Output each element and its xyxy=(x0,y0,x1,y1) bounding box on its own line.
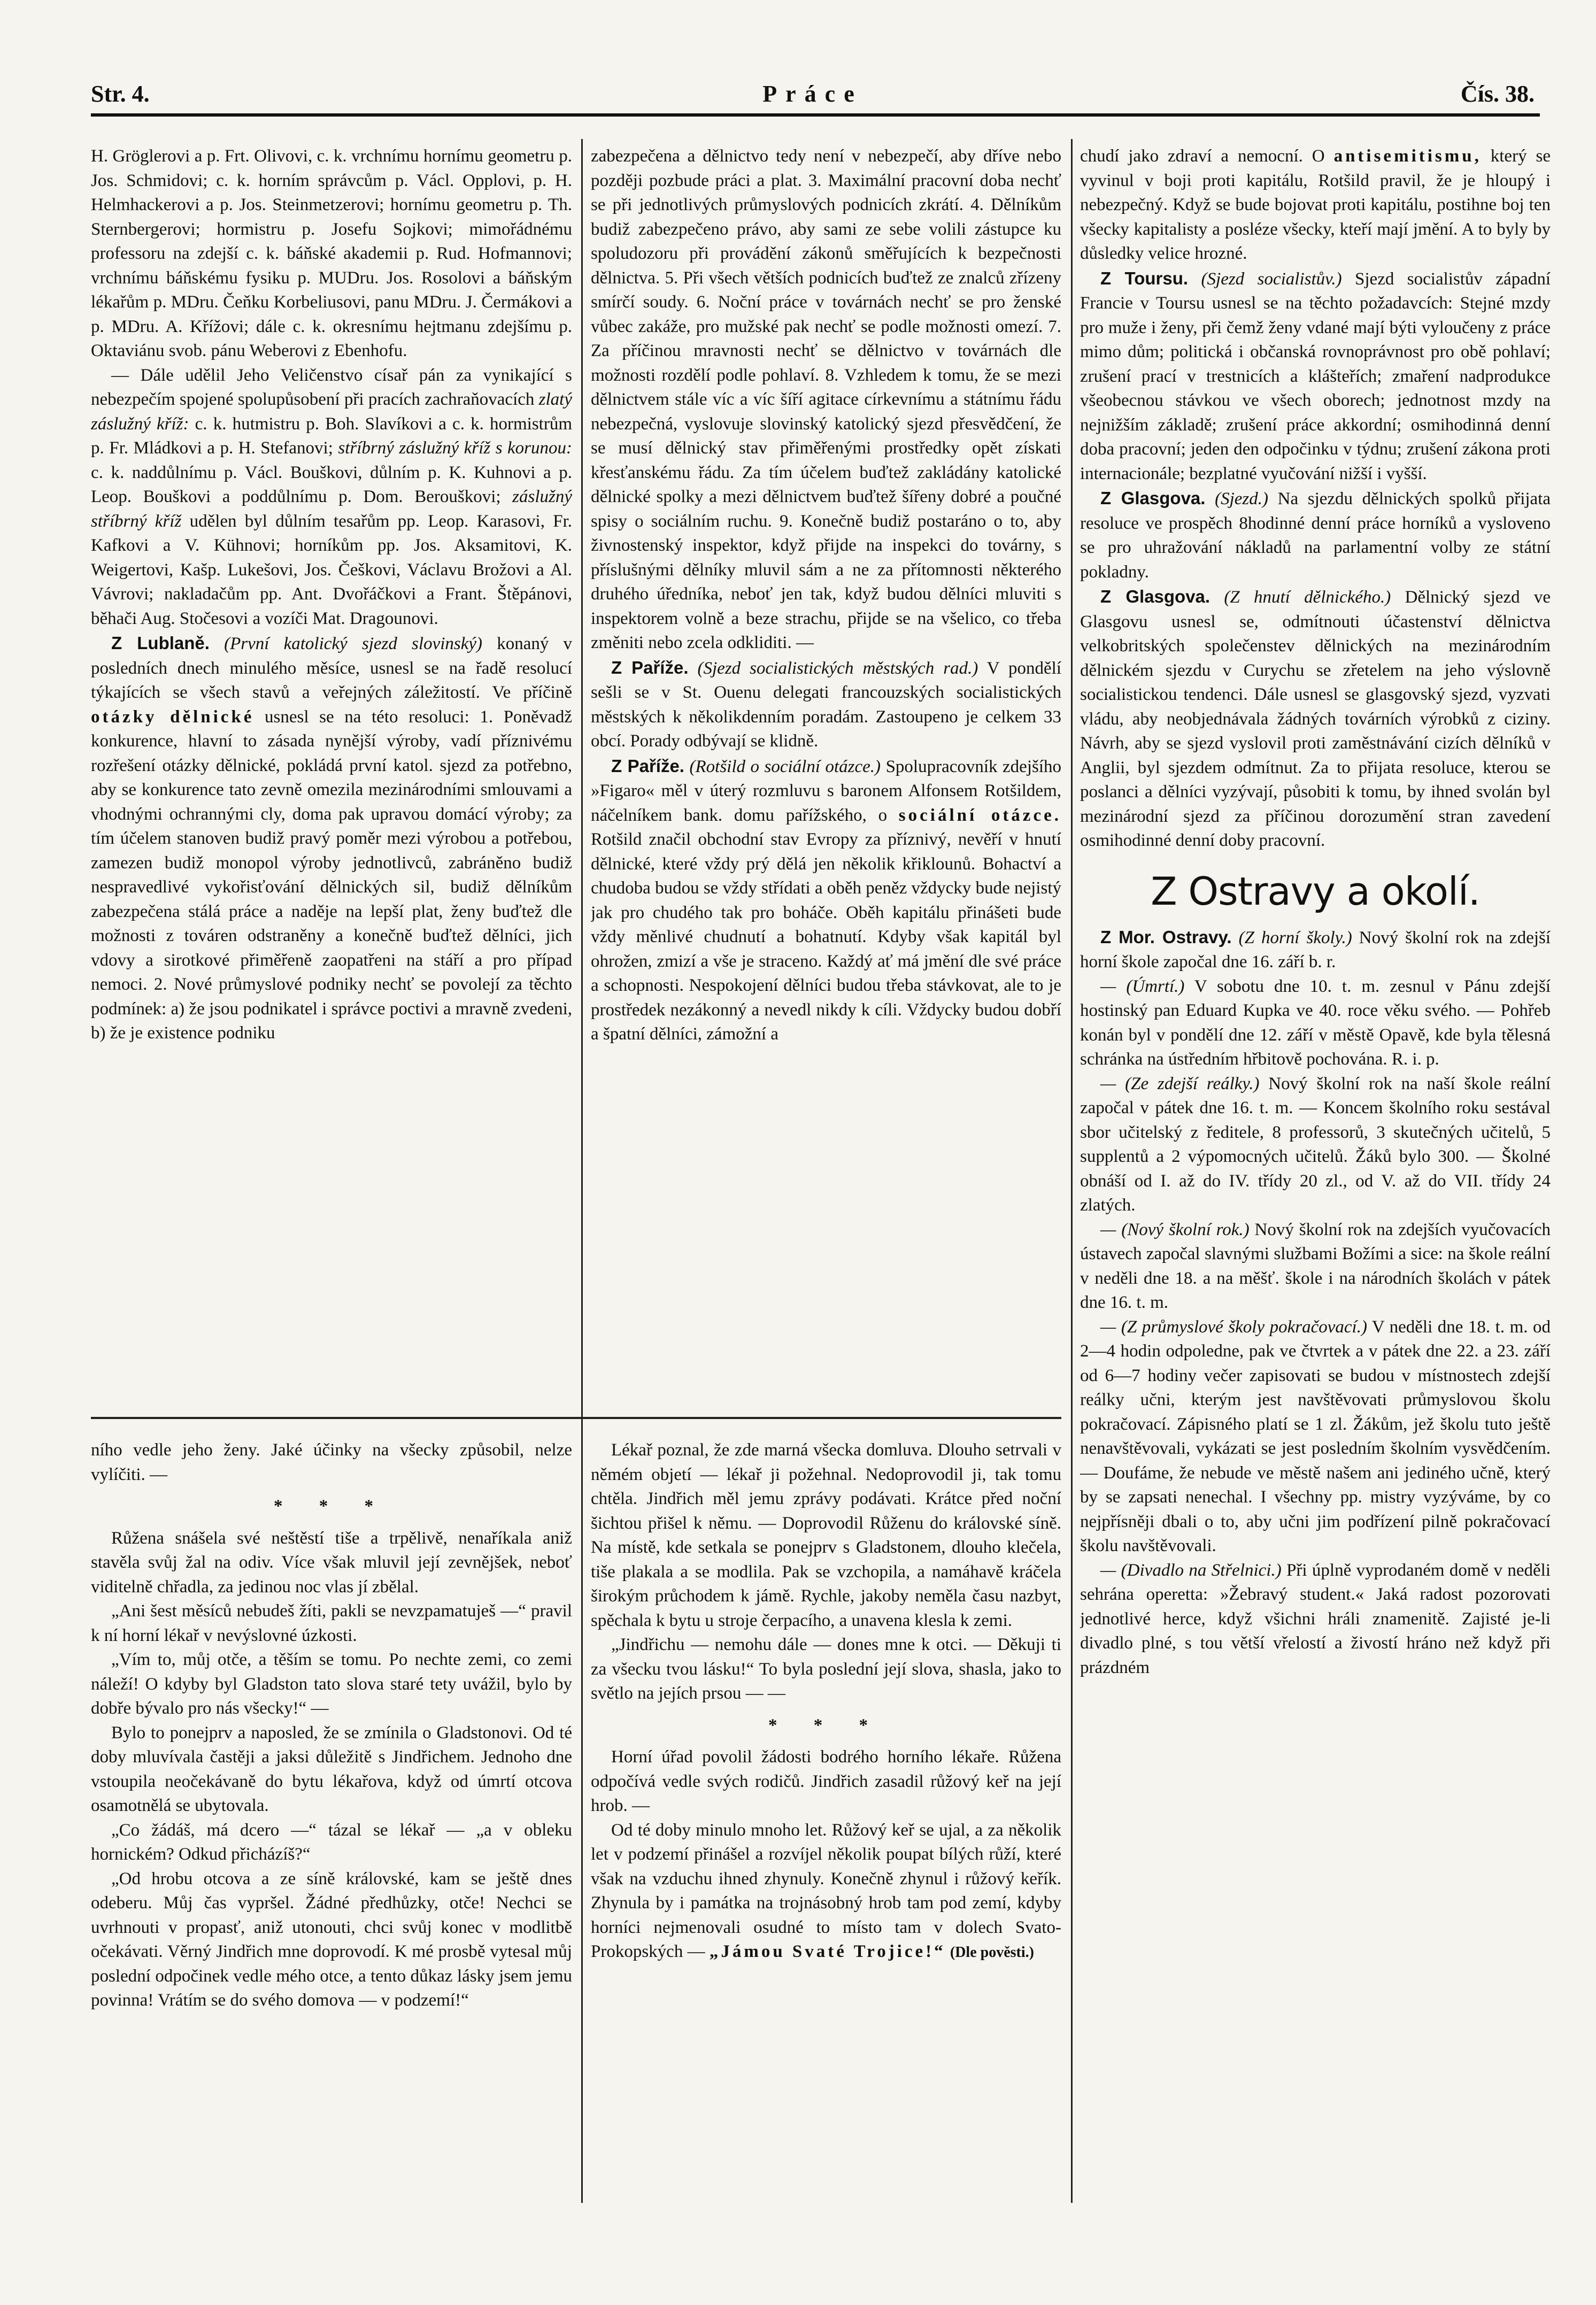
paragraph-resolution-continued: zabezpečena a dělnictvo tedy není v nebezpečí, aby dříve nebo později pozbude práci a plat. 3. Maximální pracovní doba nechť se při jednotlivých průmyslových podnicích zkrátí. 4. Dělníkům budiž zabezpečeno právo, aby sami ze sebe volili zástupce ku spoludozoru při provádění zákonů směřujících k bezpečnosti dělnictva. 5. Při všech větších podnicích buďtež ze znalců zřízeny smírčí soudy. 6. Noční práce v továrnách nechť se pro ženské vůbec zakáže, pro mužské pak nechť se podle možnosti omezí. 7. Za příčinou mravnosti nechť se dělnictvo v továrnách dle možnosti rozdělí podle pohlaví. 8. Vzhledem k tomu, že se mezi dělnictvem stále víc a víc šíří agitace církevnímu a státnímu řádu nebezpečná, vyslovuje slovinský katolický sjezd přesvědčení, že se musí dělnický stav přiměřenými prostředky opět získati křesťanskému řádu. Za tím účelem buďtež zakládány katolické dělnické spolky a mezi dělnictvem buďtež šířeny dobré a poučné spisy o sociálním ruchu. 9. Konečně budiž postaráno o to, aby živnostenský inspektor, když přijde na inspekci do továrny, s příslušnými dělníky mluvil sám a ne za přítomnosti některého druhého úředníka, neboť jen tak, když budou dělníci mluviti s inspektorem volně a beze strachu, přijde se na všelico, co třeba změniti nebo zcela odkliditi. — xyxy=(591,147,1061,652)
article-title: (Sjezd socialistův.) xyxy=(1201,269,1342,289)
article-realka xyxy=(1080,1072,1551,1218)
column-divider-1 xyxy=(581,139,583,2203)
text: V sobotu dne 10. t. m. zesnul v Pánu zdejší hostinský pan Eduard Kupka ve 40. roce věku svého. — Pohřeb konán byl v pondělí dne 12. září v městě Opavě, kde byla tělesná schránka na ústředním hřbitově pochována. R. i. p. xyxy=(1080,976,1551,1069)
article-paris-1 xyxy=(591,656,1061,754)
feuilleton-column-1 xyxy=(91,1438,572,2198)
paragraph-awards-list: H. Gröglerovi a p. Frt. Olivovi, c. k. vrchnímu hornímu geometru p. Jos. Schmidovi; c. k. horním správcům p. Václ. Opplovi, p. H. Helmhackerovi a p. Jos. Steinmetzerovi; hornímu geometru p. Th. Sternbergerovi; hormistru p. Josefu Sojkovi; mimořádnému professoru na zdejší c. k. báňské akademii p. Rud. Hofmannovi; vrchnímu báňskému fysiku p. MUDru. Jos. Rosolovi a báňským lékařům p. MDru. Čeňku Korbeliusovi, panu MDru. J. Čermákovi a p. MDru. A. Křížovi; dále c. k. okresnímu hejtmanu zdejšímu p. Oktaviánu svob. pánu Weberovi z Ebenhofu. xyxy=(91,147,572,360)
text: který se vyvinul v boji proti kapitálu, Rotšild pravil, že je hloupý i nebezpečný. Když se bude bojovat proti kapitálu, postihne boj ten všecky kapitalisty a posléze všecky, kteří mají jmění. A to byly by důsledky velice hrozné. xyxy=(1080,147,1551,263)
story-paragraph: Lékař poznal, že zde marná všecka domluva. Dlouho setrvali v němém objetí — lékař ji požehnal. Nedoprovodil ji, tak tomu chtěla. Jindřich měl jemu zprávy podávati. Krátce před noční šichtou přišel k němu. — Doprovodil Růženu do královské síně. Na místě, kde setkala se ponejprv s Gladstonem, dlouho klečela, tiše plakala a se modlila. Pak se vzchopila, a namáhavě kráčela širokým průchodem k jámě. Rychle, jakoby neměla času nazbyt, spěchala k bytu u stroje čerpacího, a unavena klesla k zemi. xyxy=(591,1440,1061,1630)
text: Při úplně vyprodaném domě v neděli sehrána operetta: »Žebravý student.« Jaká radost pozorovati jednotlivé herce, když všichni hráli znamenitě. Zajisté je-li divadlo plné, s tou větší vřelostí a živostí hráno než když při prázdném xyxy=(1080,1560,1551,1677)
column-1 xyxy=(91,144,572,1406)
text: Od té doby minulo mnoho let. Růžový keř se ujal, a za několik let v podzemí přinášel a rozvíjel několik poupat bílých růží, které však na vzduchu ihned zhynuly. Konečně zhynul i růžový keřík. Zhynula by i památka na trojnásobný hrob tam pod zemí, kdyby horníci nejmenovali osudné to místo tam v dolech Svato-Prokopských — xyxy=(591,1820,1061,1961)
column-divider-2 xyxy=(1071,139,1073,2203)
text: V neděli dne 18. t. m. od 2—4 hodin odpoledne, pak ve čtvrtek a v pátek dne 22. a 23. září od 6—7 hodiny večer zapisovati se budou v místnostech zdejší reálky učni, kterým jest navštěvovati průmyslovou školu pokračovací. Zápisného platí se 1 zl. Žákům, jež školu tuto ještě nenavštěvovali, vykázati se jest posledním školním vysvědčením. — Doufáme, že nebude ve městě našem ani jediného učně, který by se zapsati nenechal. I všechny pp. mistry vyzýváme, by co nejpřísněji dbali o to, aby učni jim podřízení pilně pokračovací školu navštěvovali. xyxy=(1080,1317,1551,1555)
column-3 xyxy=(1080,144,1551,2160)
feuilleton-column-2 xyxy=(591,1438,1061,2198)
text: Rotšild značil obchodní stav Evropy za příznivý, nevěří v hnutí dělnické, které vždy prý dělá jen několik křiklounů. Bohactví a chudoba budou se vždy střídati a oběh peněz vždycky bude nejistý jak pro chudého tak pro boháče. Oběh kapitálu přinášeti bude vždy měnlivé chudnutí a bohatnutí. Kdyby však kapitál byl ohrožen, zmizí a vše je straceno. Každý ať má jmění dle své práce a schopnosti. Nespokojení dělníci budou třeba stávkovat, ale to je prostředek nezákonný a nevedl nikdy k cíli. Vždycky budou dobří a špatní dělníci, zámožní a xyxy=(591,830,1061,1044)
article-place: Z Mor. Ostravy. xyxy=(1100,927,1232,947)
story-paragraph: Bylo to ponejprv a naposled, že se zmínila o Gladstonovi. Od té doby mluvívala častěji a jaksi důležitě s Jindřichem. Jednoho dne vstoupila neočekávaně do bytu lékařova, když od úmrtí otcova osamotnělá se ubytovala. xyxy=(91,1723,572,1815)
article-place: Z Glasgova. xyxy=(1100,488,1206,508)
feuilleton-divider xyxy=(91,1417,1061,1419)
page-number: Str. 4. xyxy=(91,81,150,107)
article-title: — (Ze zdejší reálky.) xyxy=(1100,1074,1260,1093)
article-place: Z Lublaně. xyxy=(111,633,210,653)
article-new-school-year xyxy=(1080,1218,1551,1315)
article-glasgow-2 xyxy=(1080,584,1551,853)
story-paragraph: „Ani šest měsíců nebudeš žíti, pakli se nevzpamatuješ —“ pravil k ní horní lékař v nevýslovné úzkosti. xyxy=(91,1601,572,1645)
article-place: Z Paříže. xyxy=(611,657,689,677)
emphasis: „Jámou Svaté Trojice!“ xyxy=(709,1942,946,1961)
article-title: (Sjezd.) xyxy=(1215,489,1268,508)
award-name: stříbrný záslužný kříž s korunou: xyxy=(338,438,572,458)
text: — Dále udělil Jeho Veličenstvo císař pán za vynikající s nebezpečím spojené spolupůsobení při pracích zachraňovacích xyxy=(91,365,572,409)
article-title: — (Nový školní rok.) xyxy=(1100,1220,1250,1239)
article-place: Z Glasgova. xyxy=(1100,587,1211,606)
text: Dělnický sjezd ve Glasgovu usnesl se, odmítnouti účastenství dělnictva velkobritských společenstev dělnických na mezinárodním dělnickém sjezdu v Curychu se zřetelem na jeho výslovně socialistickou tendenci. Dále usnesl se glasgovský sjezd, vyzvati vládu, aby neobjednávala žádných továrních výrobků z ciziny. Návrh, aby se sjezd vyslovil proti zaměstnávání cizích dělníků v Anglii, byl sjezdem odmítnut. Za to přijata resoluce, kterou se poslanci a dělníci vyzývají, působiti k tomu, by ihned svolán byl mezinárodní sjezd za příčinou dorozumění stran zavedení osmihodinné denní doby pracovní. xyxy=(1080,588,1551,850)
text: Spolupracovník zdejšího »Figaro« měl v úterý rozmluvu s baronem Alfonsem Rotšildem, náčelníkem bank. domu pařížského, o xyxy=(591,757,1061,825)
story-paragraph: Horní úřad povolil žádosti bodrého horního lékaře. Růžena odpočívá vedle svých rodičů. Jindřich zasadil růžový keř na její hrob. — xyxy=(591,1747,1061,1815)
emphasis: antisemitismu, xyxy=(1333,147,1482,166)
article-title: (Rotšild o sociální otázce.) xyxy=(689,757,881,776)
article-title: (Z hnutí dělnického.) xyxy=(1224,588,1391,607)
column-2 xyxy=(591,144,1061,1406)
header-rule xyxy=(91,113,1540,117)
text: c. k. hutmistru p. Boh. Slavíkovi a c. k. hormistrům p. Fr. Mládkovi a p. H. Stefanovi; xyxy=(91,414,572,458)
paragraph-awards-further xyxy=(91,364,572,631)
newspaper-title: Práce xyxy=(762,81,863,107)
emphasis: otázky dělnické xyxy=(91,707,255,727)
text: Nový školní rok na naší škole reální započal v pátek dne 16. t. m. — Koncem školního roku sestával sbor učitelský z ředitele, 8 professorů, 3 skutečných učitelů, 5 supplentů a 2 výpomocných učitelů. Žáků bylo 300. — Školné obnáší od I. až do IV. třídy 20 zl., od V. až do VII. třídy 24 zlatých. xyxy=(1080,1074,1551,1215)
article-paris-2 xyxy=(591,754,1061,1047)
text: Na sjezdu dělnických spolků přijata resoluce ve prospěch 8hodinné denní práce horníků a vysloveno se pro uhražování nákladů na parlamentní volby ze státní pokladny. xyxy=(1080,489,1551,582)
article-glasgow-1 xyxy=(1080,486,1551,584)
text: chudí jako zdraví a nemocní. O xyxy=(1080,147,1325,166)
text: Nový školní rok na zdejší horní škole započal dne 16. září b. r. xyxy=(1080,928,1551,972)
article-title: (Sjezd socialistických městských rad.) xyxy=(697,658,978,678)
story-paragraph: „Od hrobu otcova a ze síně královské, kam se ještě dnes odeberu. Můj čas vypršel. Žádné předhůzky, otče! Nechci se uvrhnouti v propasť, aniž utonouti, chci svůj konec v modlitbě očekávati. Věrný Jindřich mne doprovodí. K mé prosbě vytesal můj poslední odpočinek vedle mého otce, a tento důkaz lásky jsem jemu povinna! Vrátím se do svého domova — v podzemí!“ xyxy=(91,1869,572,2010)
section-break-stars: * * * xyxy=(768,1715,884,1735)
story-source: (Dle pověsti.) xyxy=(950,1944,1034,1961)
article-title: — (Z průmyslové školy pokračovací.) xyxy=(1100,1317,1367,1337)
section-break-stars: * * * xyxy=(274,1497,389,1516)
text: konaný v posledních dnech minulého měsíce, usnesl se na řadě resolucí týkajících se všech stavů a veřejných záležitostí. Ve příčině xyxy=(91,634,572,702)
story-paragraph: „Jindřichu — nemohu dále — dones mne k otci. — Děkuji ti za všecku tvou lásku!“ To byla poslední její slova, shasla, jako to světlo na jejích prsou — — xyxy=(591,1635,1061,1703)
award-name: záslužný stříbrný kříž xyxy=(91,487,572,531)
story-paragraph: „Co žádáš, má dcero —“ tázal se lékař — „a v obleku hornickém? Odkud přicházíš?“ xyxy=(91,1820,572,1864)
issue-number: Čís. 38. xyxy=(1460,81,1535,107)
emphasis: sociální otázce. xyxy=(898,805,1061,825)
story-paragraph: Růžena snášela své neštěstí tiše a trpělivě, nenaříkala aniž stavěla svůj žal na odiv. Více však mluvil její zevnějšek, neboť viditelně chřadla, za jedinou noc vlas jí zbělal. xyxy=(91,1528,572,1597)
article-place: Z Paříže. xyxy=(611,756,684,776)
text: Sjezd socialistův západní Francie v Toursu usnesl se na těchto požadavcích: Stejné mzdy pro muže i ženy, při čemž ženy vdané mají býti vyloučeny z práce mimo dům; politická i občanská rovnoprávnost pro obě pohlaví; zrušení prací v trestnicích a klášteřích; zmaření nadprodukce všeobecnou stávkou ve všech oborech; jednotnost mzdy na nejnižším základě; zrušení práce akkordní; osmihodinná denní doba pracovní; jeden den odpočinku v týdnu; zrušení zákona proti internacionále; bezplatné vyučování nižší i vyšší. xyxy=(1080,269,1551,483)
text: V pondělí sešli se v St. Ouenu delegati francouzských socialistických městských k několikdenním poradám. Zastoupeno je celkem 33 obcí. Porady odbývají se klidně. xyxy=(591,658,1061,751)
article-title: (Z horní školy.) xyxy=(1238,928,1352,947)
story-paragraph: „Vím to, můj otče, a těším se tomu. Po nechte zemi, co zemi náleží! O kdyby byl Gladston tato slova staré tety uvážil, bylo by dobře bývalo pro nás všecky!“ — xyxy=(91,1650,572,1718)
article-death xyxy=(1080,975,1551,1072)
story-paragraph xyxy=(591,1818,1061,1965)
article-title: — (Divadlo na Střelnici.) xyxy=(1100,1560,1282,1580)
article-ostrava-school xyxy=(1080,925,1551,975)
paragraph-antisemitism xyxy=(1080,144,1551,266)
text: usnesl se na této resoluci: 1. Poněvadž konkurence, hlavní to zásada nynější výroby, vadí příznivému rozřešení otázky dělnické, pokládá první katol. sjezd za potřebno, aby se konkurence tato zevně omezila mezinárodními smlouvami a vhodnými ochrannými cly, doma pak upravou domácí výroby; za tím účelem stanoven budiž pravý poměr mezi výrobou a potřebou, zamezen budiž monopol výroby jednotlivců, zabráněno budiž nespravedlivé vykořisťování dělnických sil, budiž dělníkům zabezpečena stálá práce a naděje na lepší plat, ženy buďtež dle možnosti z továren odstraněny a konečně buďtež dělníci, jich vdovy a sirotkové přiměřeně zaopatřeni na stáří a pro případ nemoci. 2. Nové průmyslové podniky nechť se povolejí za těchto podmínek: a) že jsou podnikatel i správce poctivi a mravně zvedeni, b) že je existence podniku xyxy=(91,707,572,1043)
article-tours xyxy=(1080,266,1551,487)
text: udělen byl důlním tesařům pp. Leop. Karasovi, Fr. Kafkovi a V. Kühnovi; horníkům pp. Jos. Aksamitovi, K. Weigertovi, Kašp. Lukešovi, Jos. Češkovi, Václavu Brožovi a Al. Vávrovi; nakladačům pp. Ant. Dvořáčkovi a Frant. Štěpánovi, běhači Aug. Stočesovi a vozíči Mat. Dragounovi. xyxy=(91,511,572,628)
section-heading-ostrava: Z Ostravy a okolí. xyxy=(1151,868,1480,914)
article-industrial-school xyxy=(1080,1315,1551,1559)
article-title: — (Úmrtí.) xyxy=(1100,976,1185,996)
page-header xyxy=(91,80,1535,112)
award-name: zlatý záslužný kříž: xyxy=(91,390,572,434)
article-theatre xyxy=(1080,1559,1551,1680)
text: Nový školní rok na zdejších vyučovacích ústavech započal slavnými službami Božími a sice: na škole reální v neděli dne 18. a na měšť. škole i na národních školách v pátek dne 16. t. m. xyxy=(1080,1220,1551,1312)
text: c. k. naddůlnímu p. Václ. Bouškovi, důlním p. K. Kuhnovi a p. Leop. Bouškovi a poddůlnímu p. Dom. Berouškovi; xyxy=(91,462,572,506)
article-place: Z Toursu. xyxy=(1100,268,1189,288)
article-lublan xyxy=(91,631,572,1046)
story-paragraph: ního vedle jeho ženy. Jaké účinky na všecky způsobil, nelze vylíčiti. — xyxy=(91,1440,572,1484)
article-title: (První katolický sjezd slovinský) xyxy=(224,634,483,653)
